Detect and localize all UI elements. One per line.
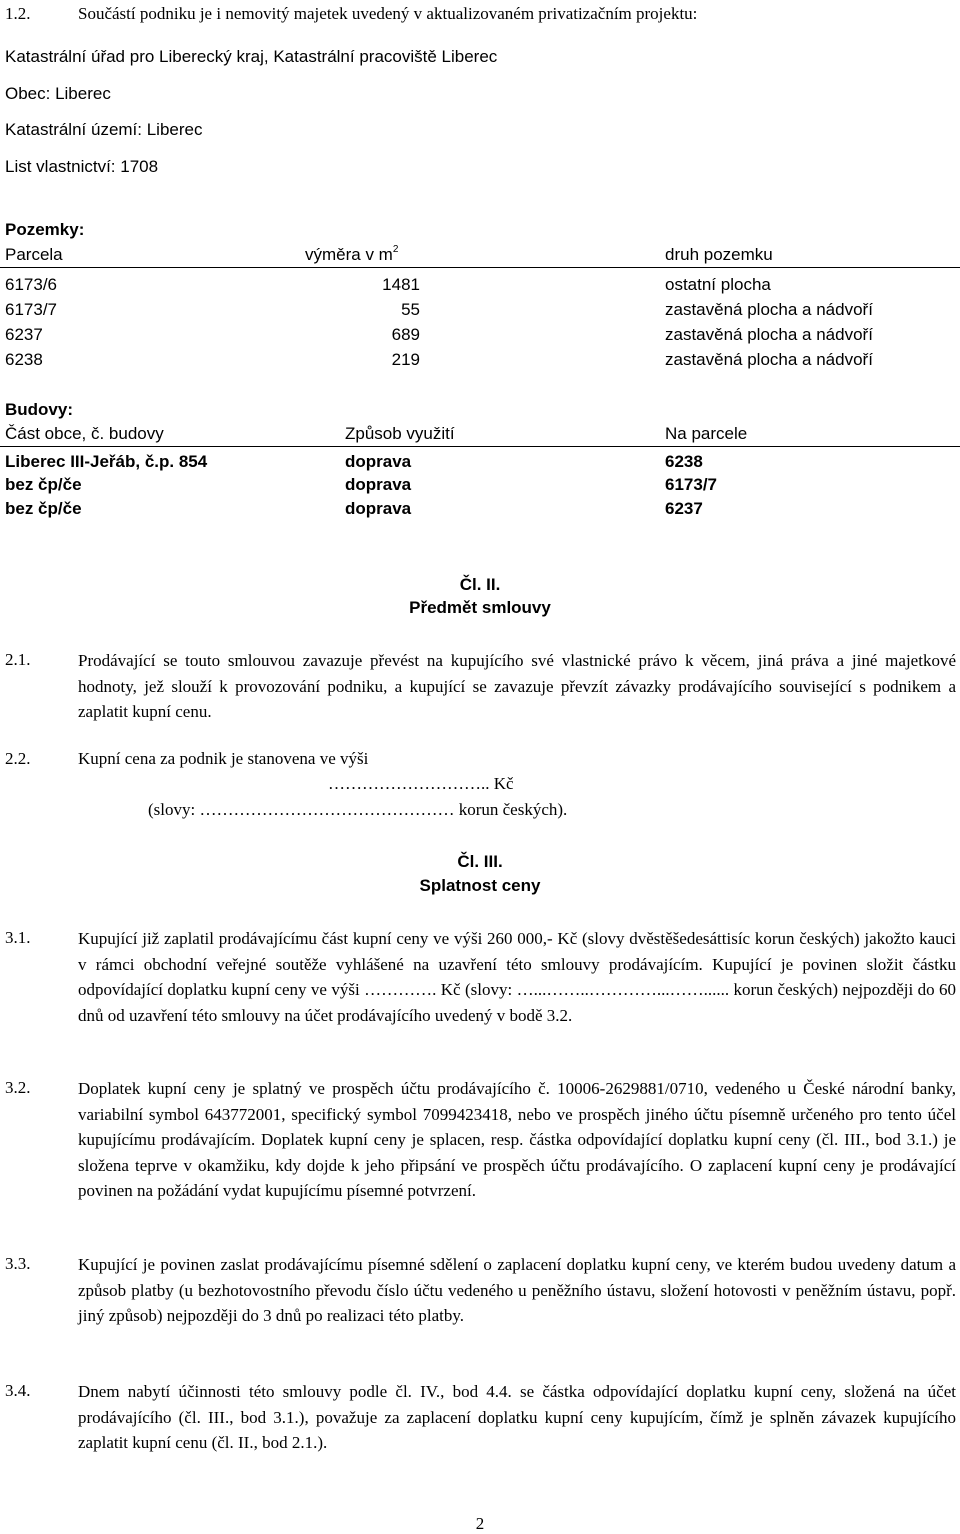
page-number: 2: [475, 1514, 485, 1533]
paragraph-text: Kupující je povinen zaslat prodávajícímu písemné sdělení o zaplacení doplatku kupní ceny, ve kterém budou uvedeny datum a způsob platby (u bezhotovostního převodu číslo účtu vedeného u peněžního ústavu, složení hotovosti v peněžním ústavu, popř. jiný způsob) nejpozději do 3 dnů po realizaci této platby.: [78, 1255, 956, 1325]
type-cell: zastavěná plocha a nádvoří: [665, 300, 873, 319]
section-number: 1.2.: [5, 4, 31, 23]
land-heading: Pozemky:: [5, 220, 85, 239]
table-divider: [0, 446, 960, 447]
col-use-header: Způsob využití: [345, 424, 455, 443]
parcel-cell: 6238: [5, 350, 43, 369]
paragraph-text: Prodávající se touto smlouvou zavazuje převést na kupujícího své vlastnické právo k věcem, jiná práva a jiné majetkové hodnoty, jež slouží k provozování podniku, a kupující se zavazuje převzít závazky prodávajícího související s podnikem a zaplatit kupní cenu.: [78, 651, 956, 721]
parcel-cell: 6173/6: [5, 275, 57, 294]
part-cell: bez čp/če: [5, 475, 82, 494]
municipality: Obec: Liberec: [5, 84, 111, 103]
article-title: Předmět smlouvy: [409, 598, 551, 617]
col-parcel-header: Parcela: [5, 245, 63, 264]
area-cell: 219: [391, 350, 420, 369]
buildings-heading: Budovy:: [5, 400, 73, 419]
col-type-header: druh pozemku: [665, 245, 773, 264]
area-cell: 55: [401, 300, 420, 319]
paragraph-number: 3.4.: [5, 1381, 31, 1400]
cadastral-territory: Katastrální území: Liberec: [5, 120, 203, 139]
parcel-cell: 6173/7: [665, 475, 717, 494]
area-cell: 1481: [382, 275, 420, 294]
col-part-header: Část obce, č. budovy: [5, 424, 164, 443]
cadastral-office: Katastrální úřad pro Liberecký kraj, Katastrální pracoviště Liberec: [5, 47, 498, 66]
col-on-parcel-header: Na parcele: [665, 424, 748, 443]
use-cell: doprava: [345, 499, 412, 518]
part-cell: Liberec III-Jeřáb, č.p. 854: [5, 452, 208, 471]
paragraph-text: Dnem nabytí účinnosti této smlouvy podle čl. IV., bod 4.4. se částka odpovídající doplatku kupní ceny, složená na účet prodávajícího (čl. III., bod 3.1.), považuje za zaplacení doplatku kupní ceny kupujícím, čímž je splněn závazek kupujícího zaplatit kupní cenu (čl. II., bod 2.1.).: [78, 1382, 956, 1452]
parcel-cell: 6237: [5, 325, 43, 344]
article-number: Čl. III.: [457, 852, 503, 871]
ownership-list: List vlastnictví: 1708: [5, 157, 159, 176]
parcel-cell: 6237: [665, 499, 703, 518]
price-blank: ……………………….. Kč: [328, 774, 514, 793]
price-in-words-blank: (slovy: ……………………………………… korun českých).: [148, 800, 568, 819]
table-divider: [0, 267, 960, 268]
intro-text: Součástí podniku je i nemovitý majetek uvedený v aktualizovaném privatizačním projektu:: [78, 4, 698, 23]
type-cell: ostatní plocha: [665, 275, 771, 294]
use-cell: doprava: [345, 475, 412, 494]
paragraph-text: Kupní cena za podnik je stanovena ve výši: [78, 749, 369, 768]
paragraph-number: 2.2.: [5, 749, 31, 768]
article-title: Splatnost ceny: [419, 876, 541, 895]
parcel-cell: 6238: [665, 452, 703, 471]
use-cell: doprava: [345, 452, 412, 471]
paragraph-number: 3.3.: [5, 1254, 31, 1273]
col-area-header: výměra v $m^2$: [305, 244, 399, 264]
paragraph-number: 3.1.: [5, 928, 31, 947]
area-cell: 689: [391, 325, 420, 344]
type-cell: zastavěná plocha a nádvoří: [665, 325, 873, 344]
paragraph-number: 2.1.: [5, 650, 31, 669]
paragraph-text: Kupující již zaplatil prodávajícímu část kupní ceny ve výši 260 000,- Kč (slovy dvěstěšedesáttisíc korun českých) jakožto kauci v rámci obchodní veřejné soutěže vyhlášené na uzavření této smlouvy prodávajícím. Kupující je povinen složit částku odpovídající doplatku kupní ceny ve výši …………. Kč (slovy: …...……..…………...……...... korun českých) nejpozději do 60 dnů od uzavření této smlouvy na účet prodávajícího uvedený v bodě 3.2.: [78, 929, 956, 1025]
part-cell: bez čp/če: [5, 499, 82, 518]
paragraph-text: Doplatek kupní ceny je splatný ve prospěch účtu prodávajícího č. 10006-2629881/0710, vedeného u České národní banky, variabilní symbol 643772001, specifický symbol 7099423418, nebo ve prospěch jiného účtu písemně určeného pro tento účel kupujícímu prodávajícím. Doplatek kupní ceny je splacen, resp. částka odpovídající doplatku kupní ceny (čl. III., bod 3.1.) je složena teprve v okamžiku, kdy dojde k jeho připsání ve prospěch účtu prodávajícího. O zaplacení kupní ceny je prodávající povinen na požádání vydat kupujícímu písemné potvrzení.: [78, 1079, 956, 1200]
parcel-cell: 6173/7: [5, 300, 57, 319]
article-number: Čl. II.: [459, 575, 501, 594]
paragraph-number: 3.2.: [5, 1078, 31, 1097]
type-cell: zastavěná plocha a nádvoří: [665, 350, 873, 369]
